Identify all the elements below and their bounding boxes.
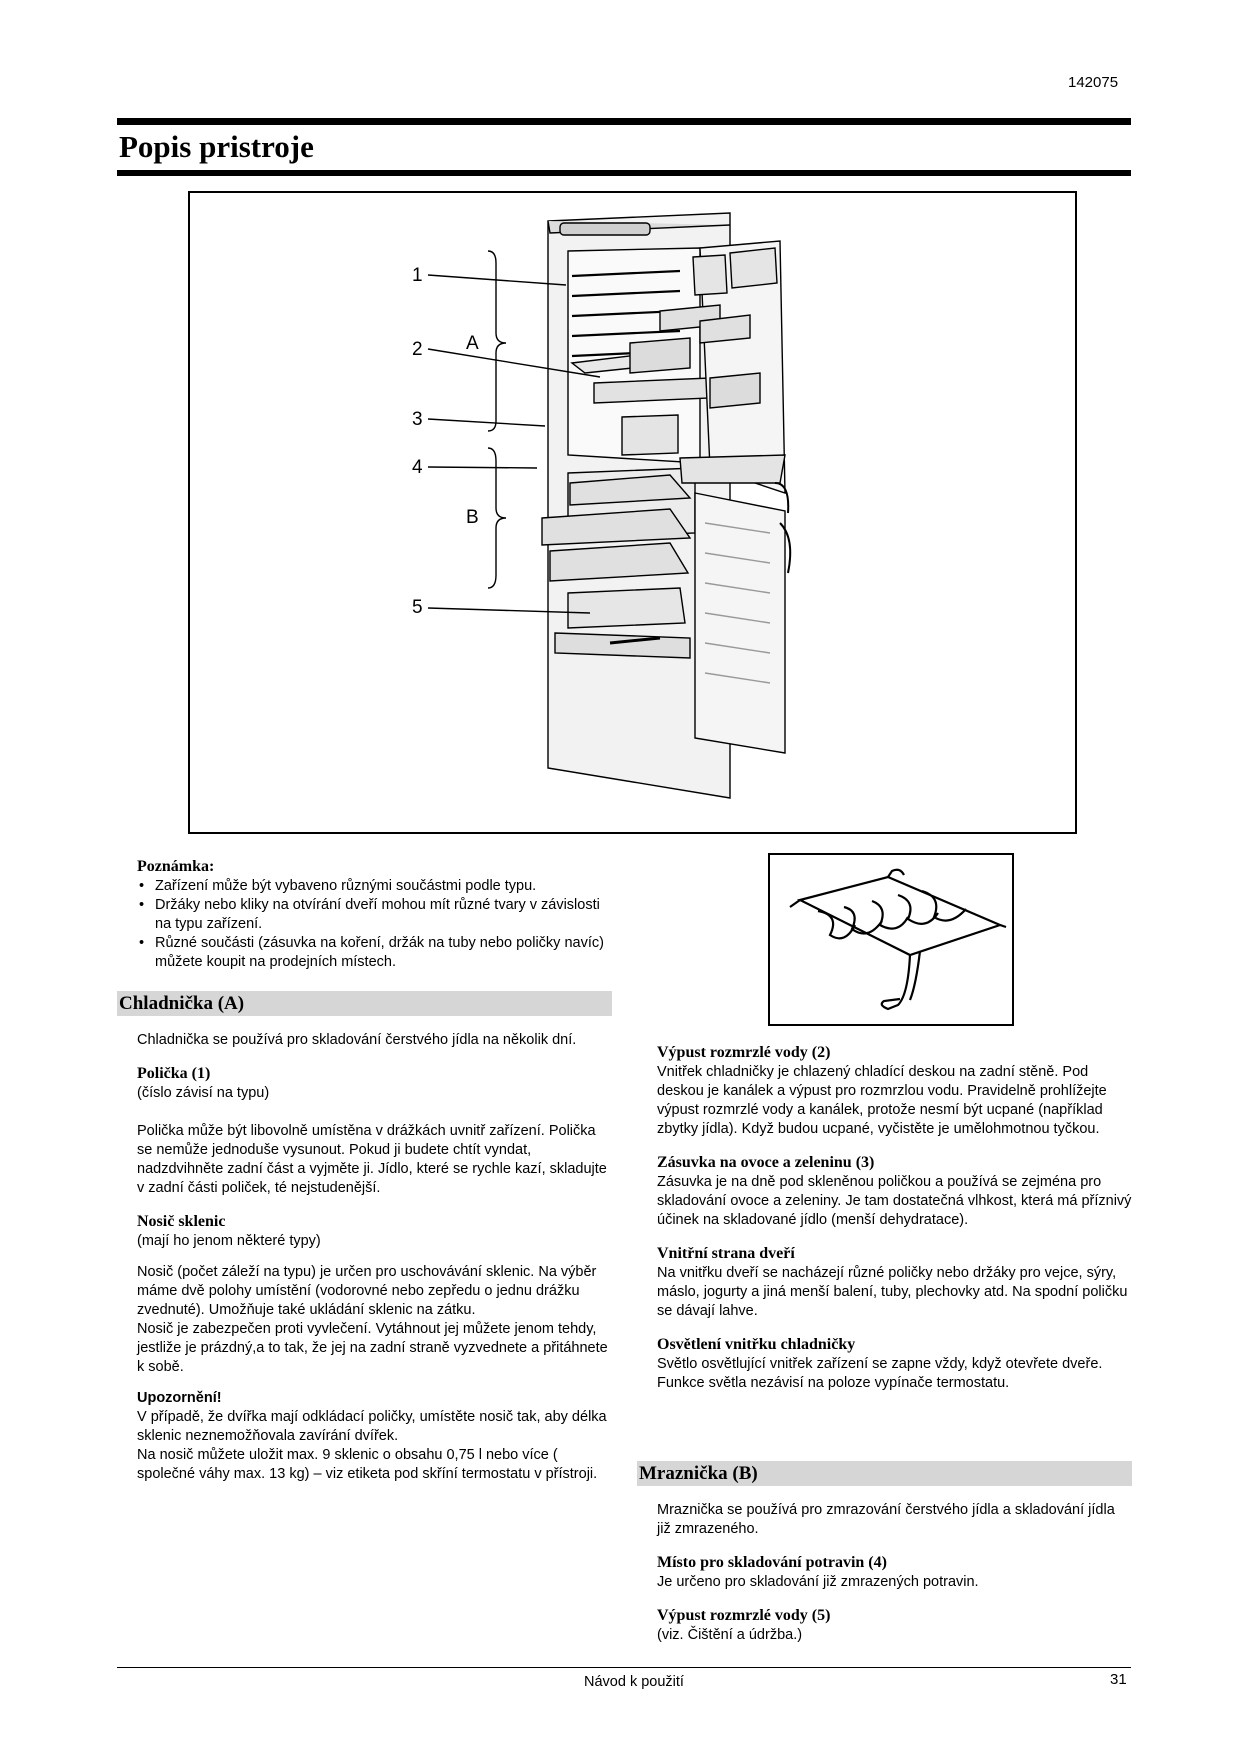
left-column bbox=[137, 1031, 612, 1484]
note-section bbox=[137, 857, 617, 972]
light-text: Světlo osvětlující vnitřek zařízení se zapne vždy, když otevřete dveře. Funkce světla nezávisí na poloze vypínače termostatu. bbox=[657, 1356, 1103, 1391]
shelf-subheading: (číslo závisí na typu) bbox=[137, 1085, 270, 1101]
page-title: Popis pristroje bbox=[119, 129, 314, 164]
bottle-rack-illustration bbox=[770, 855, 1012, 1024]
note-heading: Poznámka: bbox=[137, 858, 215, 875]
page-number: 31 bbox=[1110, 1671, 1127, 1688]
note-item: • Držáky nebo kliky na otvírání dveří mohou mít různé tvary v závislosti na typu zařízení. bbox=[137, 896, 617, 934]
rack-heading: Nosič sklenic bbox=[137, 1213, 226, 1230]
freezer-section-heading: Mraznička (B) bbox=[637, 1461, 1132, 1486]
light-heading: Osvětlení vnitřku chladničky bbox=[657, 1336, 856, 1353]
footer-rule bbox=[117, 1667, 1131, 1668]
drain2-heading: Výpust rozmrzlé vody (5) bbox=[657, 1607, 831, 1624]
storage-heading: Místo pro skladování potravin (4) bbox=[657, 1554, 887, 1571]
figure-label-4: 4 bbox=[412, 457, 423, 478]
note-item: • Zařízení může být vybaveno různými součástmi podle typu. bbox=[137, 877, 617, 896]
figure-label-2: 2 bbox=[412, 339, 423, 360]
drawer-text: Zásuvka je na dně pod skleněnou poličkou a používá se zejména pro skladování ovoce a zeleniny. Je tam dostatečná vlhkost, která má příznivý účinek na skladované jídlo (menší dehydratace). bbox=[657, 1174, 1132, 1228]
rack-text-1: Nosič (počet záleží na typu) je určen pro uschovávání sklenic. Na výběr máme dvě polohy umístění (vodorovné nebo zepředu o jednu drážku zvednuté). Umožňuje také ukládání sklenic na zátku. bbox=[137, 1264, 597, 1318]
freezer-text: Mraznička se používá pro zmrazování čerstvého jídla a skladování jídla již zmrazeného. bbox=[657, 1502, 1115, 1537]
warning-text-1: V případě, že dvířka mají odkládací poličky, umístěte nosič tak, aby délka sklenic neznemožňovala zavírání dvířek. bbox=[137, 1409, 607, 1444]
footer-text: Návod k použití bbox=[584, 1674, 684, 1690]
fridge-figure bbox=[188, 191, 1077, 834]
figure-label-b: B bbox=[466, 507, 479, 528]
drain-heading: Výpust rozmrzlé vody (2) bbox=[657, 1044, 831, 1061]
figure-label-5: 5 bbox=[412, 597, 423, 618]
document-number: 142075 bbox=[1068, 74, 1119, 91]
note-list bbox=[137, 877, 617, 972]
right-column-top bbox=[657, 1043, 1132, 1393]
fridge-text: Chladnička se používá pro skladování čerstvého jídla na několik dní. bbox=[137, 1032, 577, 1048]
figure-label-1: 1 bbox=[412, 265, 423, 286]
figure-label-3: 3 bbox=[412, 409, 423, 430]
fridge-illustration bbox=[190, 193, 1075, 832]
door-text: Na vnitřku dveří se nacházejí různé poličky nebo držáky pro vejce, sýry, máslo, jogurty a jiná menší balení, tuby, plechovky atd. Na spodní poličku se dávají lahve. bbox=[657, 1265, 1128, 1319]
fridge-section-heading: Chladnička (A) bbox=[117, 991, 612, 1016]
warning-heading: Upozornění! bbox=[137, 1390, 222, 1406]
rack-subheading: (mají ho jenom některé typy) bbox=[137, 1233, 321, 1249]
bottle-rack-figure bbox=[768, 853, 1014, 1026]
header-rule-top bbox=[117, 118, 1131, 125]
rack-text-2: Nosič je zabezpečen proti vyvlečení. Vytáhnout jej můžete jenom tehdy, jestliže je prázdný,a to tak, že jej na zadní straně vyzvednete a přitáhnete k sobě. bbox=[137, 1321, 608, 1375]
header-rule-bottom bbox=[117, 170, 1131, 176]
drain-text: Vnitřek chladničky je chlazený chladící deskou na zadní stěně. Pod deskou je kanálek a výpust pro rozmrzlou vodu. Pravidelně prohlížejte výpust rozmrzlé vody a kanálek, protože nesmí být ucpané (například zbytky jídla). Když budou ucpané, vyčistěte je umělohmotnou tyčkou. bbox=[657, 1064, 1107, 1137]
drain2-text: (viz. Čištění a údržba.) bbox=[657, 1627, 803, 1643]
storage-text: Je určeno pro skladování již zmrazených potravin. bbox=[657, 1574, 979, 1590]
note-item: • Různé součásti (zásuvka na koření, držák na tuby nebo poličky navíc) můžete koupit na prodejních místech. bbox=[137, 934, 617, 972]
right-column-bottom bbox=[657, 1501, 1132, 1645]
shelf-heading: Polička (1) bbox=[137, 1065, 211, 1082]
door-heading: Vnitřní strana dveří bbox=[657, 1245, 795, 1262]
figure-label-a: A bbox=[466, 333, 479, 354]
warning-text-2: Na nosič můžete uložit max. 9 sklenic o obsahu 0,75 l nebo více ( společné váhy max. 13 kg) – viz etiketa pod skříní termostatu v přístroji. bbox=[137, 1447, 598, 1482]
drawer-heading: Zásuvka na ovoce a zeleninu (3) bbox=[657, 1154, 875, 1171]
shelf-text: Polička může být libovolně umístěna v drážkách uvnitř zařízení. Polička se nemůže jednoduše vysunout. Pokud ji budete chtít vyndat, nadzdvihněte zadní část a vyjměte ji. Jídlo, které se rychle kazí, skladujte v zadní části poliček, té nejstudenější. bbox=[137, 1123, 607, 1196]
